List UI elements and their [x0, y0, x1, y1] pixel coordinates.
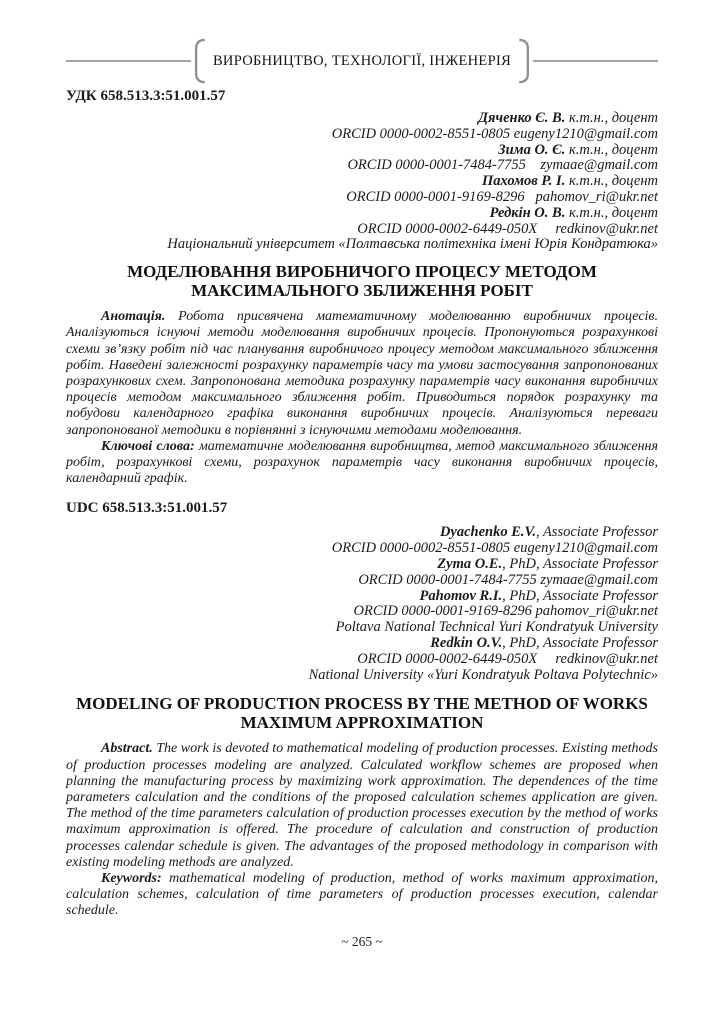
keywords-en-label: Keywords: — [101, 871, 162, 886]
author-degree: к.т.н., доцент — [565, 173, 658, 190]
author-name: Redkin O.V. — [430, 634, 503, 651]
orcid-line — [66, 573, 658, 589]
affiliation-en-pntu: Poltava National Technical Yuri Kondratyuk University — [335, 619, 658, 636]
abstract-en — [66, 741, 658, 871]
orcid-email-text: ORCID 0000-0002-6449-050X redkinov@ukr.net — [357, 650, 658, 667]
udk-code: УДК 658.513.3:51.001.57 — [66, 88, 226, 104]
affiliation-en-nu: National University «Yuri Kondratyuk Poltava Polytechnic» — [308, 666, 658, 683]
author-degree: , Associate Professor — [535, 524, 658, 541]
banner-rule-right — [533, 60, 658, 62]
affiliation-uk: Національний університет «Полтавська політехніка імені Юрія Кондратюка» — [167, 236, 658, 253]
author-line — [66, 589, 658, 605]
page-content — [0, 38, 724, 950]
orcid-line — [66, 652, 658, 668]
author-line — [66, 636, 658, 652]
keywords-en-text: mathematical modeling of production, method of works maximum approximation, calculation schemes, calculation of time parameters of production processes execution, calendar schedule. — [66, 871, 658, 919]
authors-block-en — [66, 525, 658, 683]
authors-block-uk — [66, 111, 658, 253]
author-degree: к.т.н., доцент — [565, 204, 658, 221]
banner-rule-left — [66, 60, 191, 62]
udc-code: UDC 658.513.3:51.001.57 — [66, 500, 228, 517]
keywords-en — [66, 871, 658, 920]
right-bracket-icon — [517, 38, 533, 84]
article-title-en-line1: MODELING OF PRODUCTION PROCESS BY THE METHOD OF WORKS — [76, 694, 648, 714]
orcid-line — [66, 190, 658, 206]
orcid-line — [66, 222, 658, 238]
author-degree: к.т.н., доцент — [565, 110, 658, 126]
affiliation-line — [66, 668, 658, 684]
abstract-uk — [66, 309, 658, 439]
abstract-uk-text: Робота присвячена математичному моделюванню виробничих процесів. Аналізуються існуючі методи моделювання виробничих процесів. Пропонуються розрахункові схеми зв’язку робіт під час планування виробничого процесу методом максимального зближення робіт. Наведені залежності розрахунку параметрів часу та умови застосування запропонованих розрахункових схем. Запропонована методика розрахунку параметрів часу виконання виробничих процесів методом максимального зближення робіт. Приводиться порядок розрахунку та побудови календарного графіка виконання виробничих процесів. Аналізуються переваги запропонованої методики в порівнянні з існуючими методами моделювання. — [66, 309, 658, 438]
author-line — [66, 525, 658, 541]
orcid-line — [66, 604, 658, 620]
author-name: Пахомов Р. І. — [482, 173, 566, 190]
orcid-line — [66, 541, 658, 557]
author-name: Dyachenko E.V. — [439, 524, 536, 541]
author-degree: , PhD, Associate Professor — [502, 587, 658, 604]
keywords-uk — [66, 439, 658, 488]
author-line — [66, 111, 658, 127]
orcid-email-text: ORCID 0000-0001-9169-8296 pahomov_ri@ukr.net — [346, 188, 658, 205]
section-banner-title: ВИРОБНИЦТВО, ТЕХНОЛОГІЇ, ІНЖЕНЕРІЯ — [212, 52, 512, 69]
author-name: Дяченко Є. В. — [478, 110, 566, 126]
section-banner — [66, 38, 658, 84]
article-title-uk — [66, 262, 658, 300]
abstract-en-text: The work is devoted to mathematical modeling of production processes. Existing methods of production processes modeling are analyzed. Calculated workflow schemes are proposed when planning the manufacturing process by maximizing work approximation. The dependences of the time parameters calculation and the conditions of the proposed calculation schemes application are given. The method of the time parameters calculation of production processes execution by the method of works maximum approximation is offered. The procedure of calculation and construction of production processes calendar schedule is given. The advantages of the proposed methodology in comparison with existing modeling methods are analyzed. — [66, 741, 658, 870]
author-name: Zyma O.E. — [437, 556, 503, 572]
page-number: ~ 265 ~ — [341, 933, 383, 949]
author-line — [66, 206, 658, 222]
affiliation-line — [66, 620, 658, 636]
orcid-line — [66, 158, 658, 174]
orcid-email-text: ORCID 0000-0002-6449-050X redkinov@ukr.net — [357, 220, 658, 237]
keywords-uk-label: Ключові слова: — [101, 438, 195, 454]
abstract-en-label: Abstract. — [101, 741, 153, 757]
article-title-uk-line1: МОДЕЛЮВАННЯ ВИРОБНИЧОГО ПРОЦЕСУ МЕТОДОМ — [127, 262, 597, 282]
author-degree: , PhD, Associate Professor — [502, 634, 658, 651]
orcid-email-text: ORCID 0000-0002-8551-0805 eugeny1210@gmail.com — [331, 540, 658, 557]
keywords-uk-text: математичне моделювання виробництва, метод максимального зближення робіт, розрахункові схеми, розрахунок параметрів часу виконання виробничих процесів, календарний графік. — [66, 438, 658, 487]
orcid-email-text: ORCID 0000-0001-7484-7755 zymaae@gmail.com — [347, 157, 658, 174]
author-line — [66, 143, 658, 159]
article-title-uk-line2: МАКСИМАЛЬНОГО ЗБЛИЖЕННЯ РОБІТ — [191, 281, 533, 301]
orcid-email-text: ORCID 0000-0001-9169-8296 pahomov_ri@ukr.net — [353, 603, 658, 620]
author-line — [66, 557, 658, 573]
abstract-uk-label: Анотація. — [101, 309, 166, 325]
orcid-line — [66, 127, 658, 143]
author-degree: , PhD, Associate Professor — [502, 556, 658, 572]
author-line — [66, 174, 658, 190]
article-title-en-line2: MAXIMUM APPROXIMATION — [240, 713, 484, 733]
author-name: Pahomov R.I. — [419, 587, 503, 604]
author-name: Редкін О. В. — [489, 204, 566, 221]
article-title-en — [66, 694, 658, 732]
orcid-email-text: ORCID 0000-0002-8551-0805 eugeny1210@gmail.com — [331, 125, 658, 142]
author-name: Зима О. Є. — [498, 141, 566, 158]
left-bracket-icon — [191, 38, 207, 84]
orcid-email-text: ORCID 0000-0001-7484-7755 zymaae@gmail.com — [358, 571, 658, 588]
author-degree: к.т.н., доцент — [565, 141, 658, 158]
